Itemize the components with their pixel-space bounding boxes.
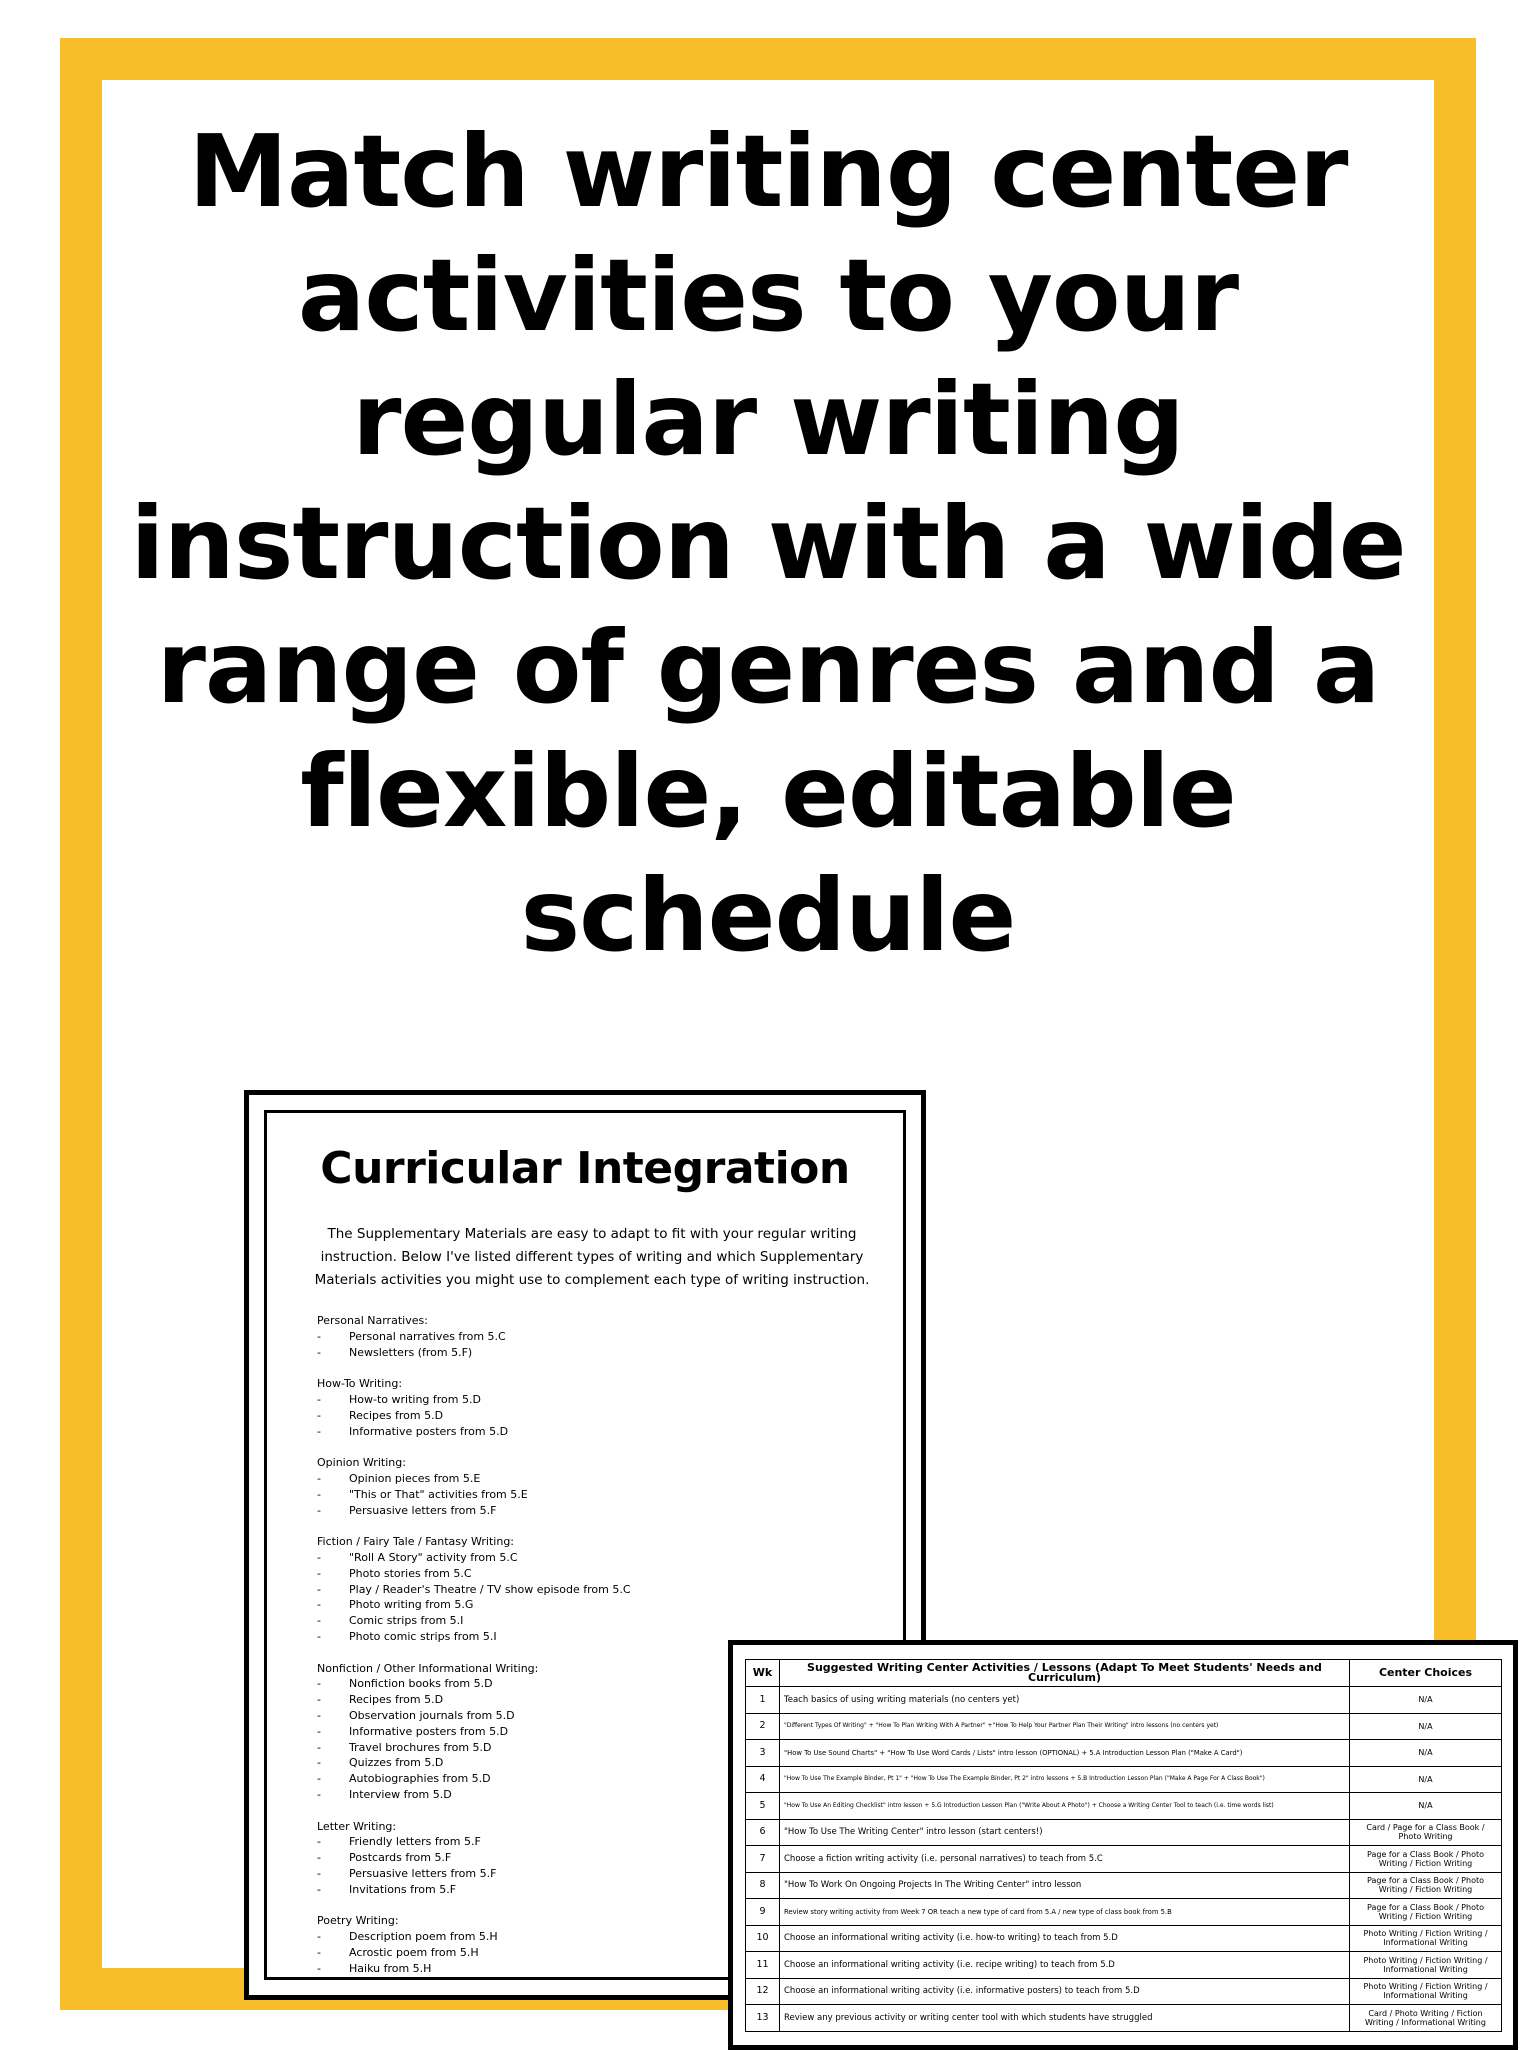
schedule-table <box>745 1659 1502 2032</box>
section-title: Nonfiction / Other Informational Writing: <box>317 1661 539 1675</box>
choices-cell: N/A <box>1350 1687 1502 1714</box>
list-item: - Interview from 5.D <box>317 1787 877 1803</box>
list-item: - Description poem from 5.H <box>317 1929 877 1945</box>
choices-cell: N/A <box>1350 1713 1502 1740</box>
activity-cell: "How To Work On Ongoing Projects In The Writing Center" intro lesson <box>780 1872 1350 1899</box>
choices-cell: Photo Writing / Fiction Writing / Informational Writing <box>1350 1978 1502 2005</box>
choices-cell: Page for a Class Book / Photo Writing / Fiction Writing <box>1350 1872 1502 1899</box>
table-row <box>746 1899 1502 1926</box>
list-item: - How-to writing from 5.D <box>317 1392 877 1408</box>
table-row <box>746 1978 1502 2005</box>
list-item: - Haiku from 5.H <box>317 1961 877 1977</box>
list-item: - Photo stories from 5.C <box>317 1566 877 1582</box>
writing-type-section <box>317 1534 877 1645</box>
wk-cell: 10 <box>746 1925 780 1952</box>
headline-line: Match writing center <box>188 113 1348 230</box>
list-item: - Recipes from 5.D <box>317 1408 877 1424</box>
activity-cell: Choose an informational writing activity (i.e. informative posters) to teach from 5.D <box>780 1978 1350 2005</box>
list-item: - Photo writing from 5.G <box>317 1597 877 1613</box>
wk-cell: 12 <box>746 1978 780 2005</box>
headline-line: flexible, editable <box>300 733 1236 850</box>
wk-cell: 8 <box>746 1872 780 1899</box>
list-item: - Informative posters from 5.D <box>317 1424 877 1440</box>
choices-cell: Card / Photo Writing / Fiction Writing / Informational Writing <box>1350 2005 1502 2032</box>
list-item: - Informative posters from 5.D <box>317 1724 877 1740</box>
wk-cell: 13 <box>746 2005 780 2032</box>
table-row <box>746 1846 1502 1873</box>
list-item: - Observation journals from 5.D <box>317 1708 877 1724</box>
list-item: - Recipes from 5.D <box>317 1692 877 1708</box>
section-title: Personal Narratives: <box>317 1314 428 1327</box>
list-item: - Opinion pieces from 5.E <box>317 1471 877 1487</box>
choices-cell: Photo Writing / Fiction Writing / Informational Writing <box>1350 1925 1502 1952</box>
activity-cell: Choose an informational writing activity (i.e. how-to writing) to teach from 5.D <box>780 1925 1350 1952</box>
wk-cell: 5 <box>746 1793 780 1820</box>
list-item: - Comic strips from 5.I <box>317 1613 877 1629</box>
headline <box>102 110 1434 978</box>
list-item: - Postcards from 5.F <box>317 1850 877 1866</box>
writing-type-section <box>317 1455 877 1518</box>
headline-line: regular writing <box>352 361 1184 478</box>
list-item: - Photo comic strips from 5.I <box>317 1629 877 1645</box>
choices-cell: N/A <box>1350 1793 1502 1820</box>
wk-cell: 1 <box>746 1687 780 1714</box>
list-item: - Autobiographies from 5.D <box>317 1771 877 1787</box>
section-title: Fiction / Fairy Tale / Fantasy Writing: <box>317 1535 515 1549</box>
writing-type-section <box>317 1376 877 1439</box>
table-row <box>746 1925 1502 1952</box>
activity-cell: Review any previous activity or writing center tool with which students have struggled <box>780 2005 1350 2032</box>
headline-line: range of genres and a <box>156 609 1380 726</box>
list-item: - Newsletters (from 5.F) <box>317 1345 877 1361</box>
activity-cell: Choose a fiction writing activity (i.e. personal narratives) to teach from 5.C <box>780 1846 1350 1873</box>
table-row <box>746 1766 1502 1793</box>
activity-cell: "How To Use Sound Charts" + "How To Use Word Cards / Lists" intro lesson (OPTIONAL) + 5.A Introduction Lesson Plan ("Make A Card") <box>780 1740 1350 1767</box>
column-header-wk: Wk <box>746 1660 780 1687</box>
headline-line: activities to your <box>297 237 1239 354</box>
list-item: - Travel brochures from 5.D <box>317 1740 877 1756</box>
section-title: Poetry Writing: <box>317 1914 399 1928</box>
activity-cell: "How To Use An Editing Checklist" intro lesson + 5.G Introduction Lesson Plan ("Write About A Photo") + Choose a Writing Center Tool to teach (i.e. time words list) <box>780 1793 1350 1820</box>
activity-cell: Choose an informational writing activity (i.e. recipe writing) to teach from 5.D <box>780 1952 1350 1979</box>
table-row <box>746 1872 1502 1899</box>
headline-line: schedule <box>520 857 1016 974</box>
list-item: - Nonfiction books from 5.D <box>317 1676 877 1692</box>
table-row <box>746 1713 1502 1740</box>
activity-cell: Review story writing activity from Week 7 OR teach a new type of card from 5.A / new type of class book from 5.B <box>780 1899 1350 1926</box>
wk-cell: 3 <box>746 1740 780 1767</box>
column-header-activities: Suggested Writing Center Activities / Lessons (Adapt To Meet Students' Needs and Curriculum) <box>780 1660 1350 1687</box>
list-item: - Persuasive letters from 5.F <box>317 1503 877 1519</box>
list-item: - Persuasive letters from 5.F <box>317 1866 877 1882</box>
wk-cell: 11 <box>746 1952 780 1979</box>
schedule-table-page <box>728 1640 1518 2050</box>
section-title: How-To Writing: <box>317 1377 403 1391</box>
list-item: - "This or That" activities from 5.E <box>317 1487 877 1503</box>
table-row <box>746 1819 1502 1846</box>
choices-cell: Card / Page for a Class Book / Photo Writing <box>1350 1819 1502 1846</box>
activity-cell: "How To Use The Example Binder, Pt 1" + "How To Use The Example Binder, Pt 2" intro lessons + 5.B Introduction Lesson Plan ("Make A Page For A Class Book") <box>780 1766 1350 1793</box>
list-item: - Personal narratives from 5.C <box>317 1329 877 1345</box>
table-row <box>746 1687 1502 1714</box>
section-title: Letter Writing: <box>317 1819 397 1833</box>
list-item: - "Roll A Story" activity from 5.C <box>317 1550 877 1566</box>
list-item: - Acrostic poem from 5.H <box>317 1945 877 1961</box>
list-item: - Friendly letters from 5.F <box>317 1834 877 1850</box>
list-item: - Invitations from 5.F <box>317 1882 877 1898</box>
choices-cell: N/A <box>1350 1740 1502 1767</box>
wk-cell: 7 <box>746 1846 780 1873</box>
wk-cell: 6 <box>746 1819 780 1846</box>
table-row <box>746 1740 1502 1767</box>
activity-cell: "Different Types Of Writing" + "How To Plan Writing With A Partner" +"How To Help Your Partner Plan Their Writing" intro lessons (no centers yet) <box>780 1713 1350 1740</box>
choices-cell: Page for a Class Book / Photo Writing / Fiction Writing <box>1350 1899 1502 1926</box>
page-intro: The Supplementary Materials are easy to adapt to fit with your regular writing instruction. Below I've listed different types of writing and which Supplementary Materials activities you might use to complement each type of writing instruction. <box>314 1226 870 1288</box>
table-row <box>746 2005 1502 2032</box>
choices-cell: N/A <box>1350 1766 1502 1793</box>
table-row <box>746 1952 1502 1979</box>
page-title: Curricular Integration <box>320 1143 850 1194</box>
writing-type-section <box>317 1313 877 1360</box>
section-title: Opinion Writing: <box>317 1456 406 1470</box>
list-item: - Play / Reader's Theatre / TV show episode from 5.C <box>317 1582 877 1598</box>
choices-cell: Photo Writing / Fiction Writing / Informational Writing <box>1350 1952 1502 1979</box>
table-row <box>746 1793 1502 1820</box>
table-header-row <box>746 1660 1502 1687</box>
activity-cell: "How To Use The Writing Center" intro lesson (start centers!) <box>780 1819 1350 1846</box>
headline-line: instruction with a wide <box>130 485 1406 602</box>
activity-cell: Teach basics of using writing materials (no centers yet) <box>780 1687 1350 1714</box>
content-panel <box>102 80 1488 2027</box>
column-header-choices: Center Choices <box>1350 1660 1502 1687</box>
choices-cell: Page for a Class Book / Photo Writing / Fiction Writing <box>1350 1846 1502 1873</box>
wk-cell: 4 <box>746 1766 780 1793</box>
wk-cell: 9 <box>746 1899 780 1926</box>
wk-cell: 2 <box>746 1713 780 1740</box>
list-item: - Quizzes from 5.D <box>317 1755 877 1771</box>
